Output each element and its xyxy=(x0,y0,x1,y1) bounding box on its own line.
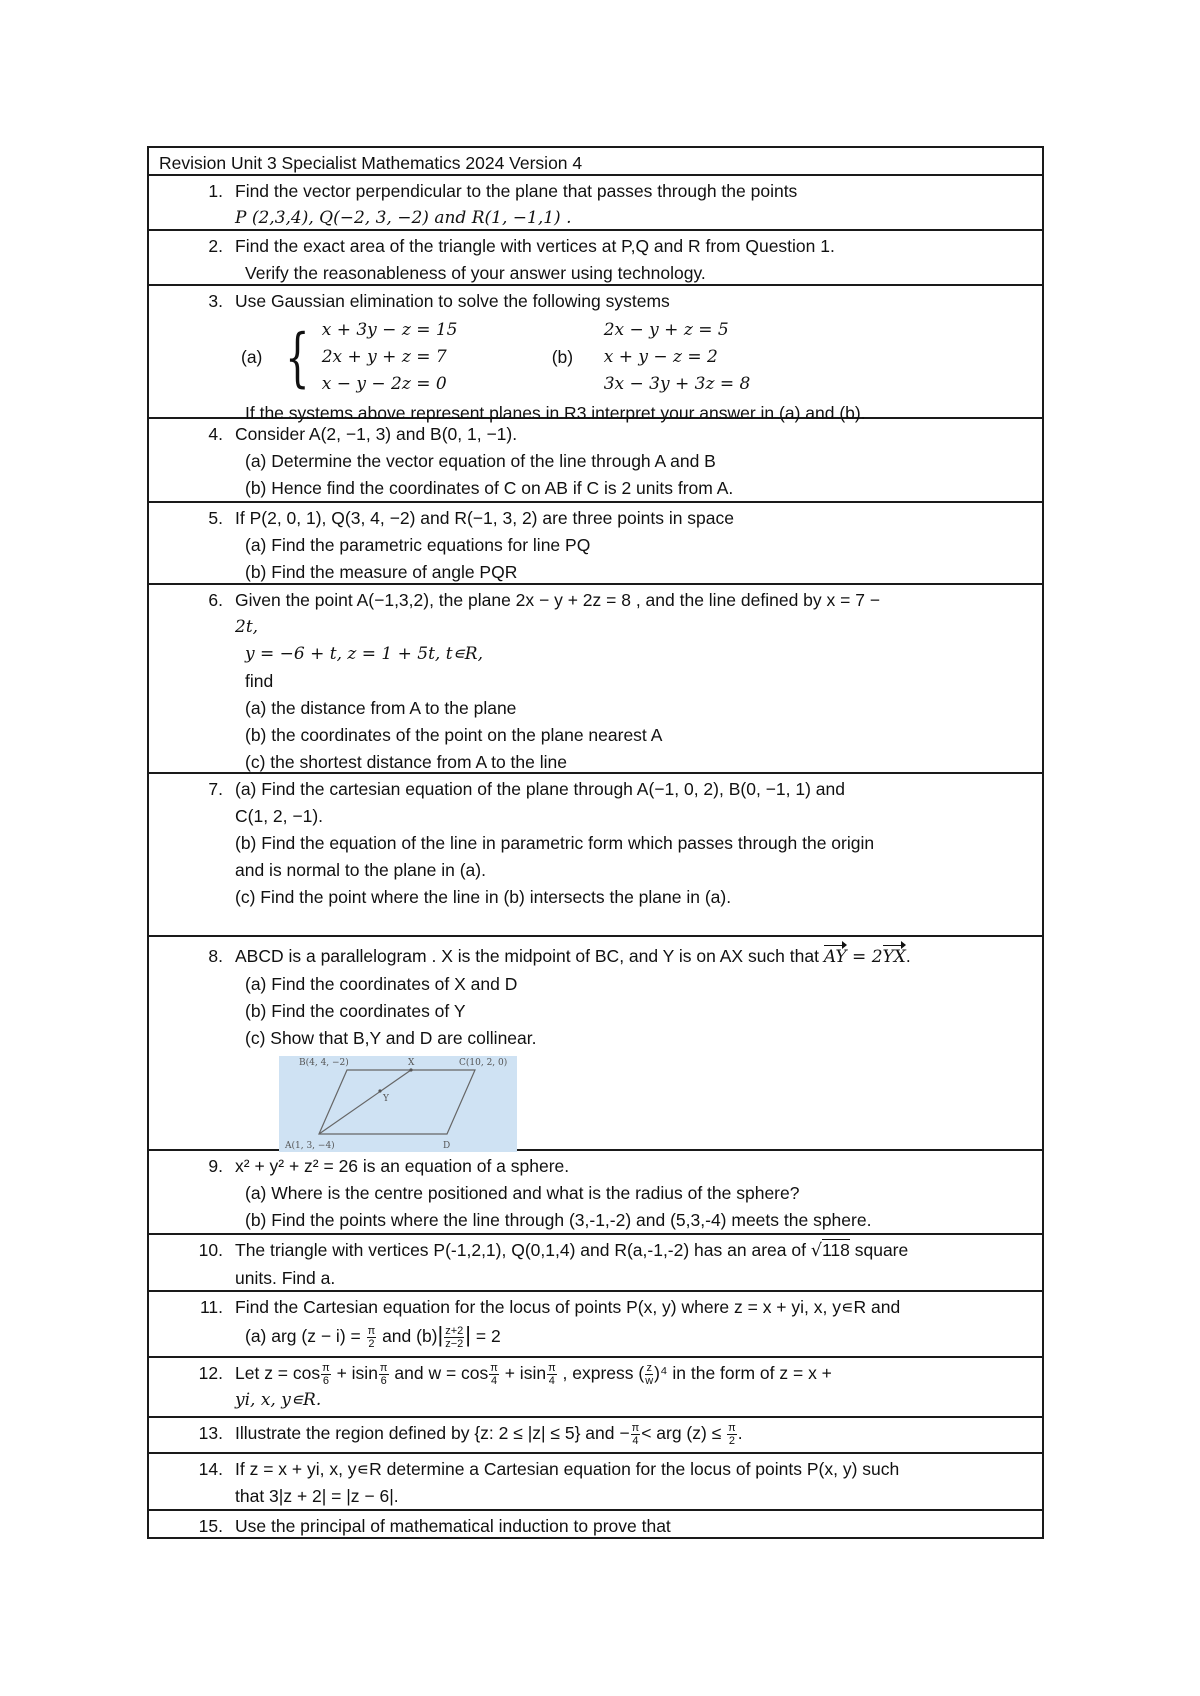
frac-top: π xyxy=(728,1421,736,1434)
question-6-part-a: (a) the distance from A to the plane xyxy=(245,698,517,718)
question-10-line-2: units. Find a. xyxy=(235,1268,336,1288)
label-x: X xyxy=(408,1058,415,1068)
question-6-line-2: 2t, xyxy=(235,617,259,637)
system-a-eq-3: x − y − 2z = 0 xyxy=(321,374,447,394)
frac-bottom: 2 xyxy=(368,1337,375,1350)
question-4-part-a: (a) Determine the vector equation of the line through A and B xyxy=(245,451,716,471)
question-7-line-2: C(1, 2, −1). xyxy=(235,806,324,826)
question-9-text: x² + y² + z² = 26 is an equation of a sphere. xyxy=(235,1156,570,1176)
question-number: 12. xyxy=(198,1363,223,1383)
system-a-equations xyxy=(322,317,552,398)
question-12-line-1 xyxy=(235,1360,1034,1387)
frac-top: π xyxy=(367,1324,376,1337)
question-8-part-b: (b) Find the coordinates of Y xyxy=(245,1001,466,1021)
fraction xyxy=(727,1422,737,1447)
sheet-title xyxy=(149,148,1042,176)
question-6-find: find xyxy=(245,671,274,691)
question-9-part-a: (a) Where is the centre positioned and what is the radius of the sphere? xyxy=(245,1183,800,1203)
vector-equals: = 2 xyxy=(846,947,883,967)
frac-top: π xyxy=(548,1361,556,1374)
question-13 xyxy=(149,1418,1042,1454)
question-5-part-a: (a) Find the parametric equations for line PQ xyxy=(245,535,591,555)
frac-bottom: 6 xyxy=(380,1374,387,1387)
question-number: 9. xyxy=(208,1156,223,1176)
question-5-text: If P(2, 0, 1), Q(3, 4, −2) and R(−1, 3, 2) are three points in space xyxy=(235,508,735,528)
question-7-line-5: (c) Find the point where the line in (b) intersects the plane in (a). xyxy=(235,887,732,907)
frac-top: π xyxy=(631,1421,640,1434)
question-12-line-2: yi, x, y∊R. xyxy=(235,1390,322,1410)
question-10 xyxy=(149,1235,1042,1292)
question-2-verify: Verify the reasonableness of your answer using technology. xyxy=(245,263,706,283)
question-4-text: Consider A(2, −1, 3) and B(0, 1, −1). xyxy=(235,424,518,444)
question-number: 1. xyxy=(208,181,223,201)
question-14 xyxy=(149,1454,1042,1511)
question-11-part-a: (a) arg (z − i) = xyxy=(245,1326,366,1346)
q12-text-3: and w = cos xyxy=(389,1363,489,1383)
fraction-pi-over-2 xyxy=(367,1325,377,1350)
label-y: Y xyxy=(383,1094,389,1104)
frac-bottom: 2 xyxy=(728,1434,736,1447)
frac-bottom: 4 xyxy=(632,1434,639,1447)
fraction xyxy=(645,1362,653,1387)
question-11-line-2 xyxy=(235,1321,1034,1350)
sheet-title-text: Revision Unit 3 Specialist Mathematics 2024 Version 4 xyxy=(159,153,583,173)
question-1 xyxy=(149,176,1042,231)
revision-sheet-table xyxy=(147,146,1044,1539)
question-6-line-1: Given the point A(−1,3,2), the plane 2x − y + 2z = 8 , and the line defined by x = 7 − xyxy=(235,590,881,610)
question-number: 4. xyxy=(208,424,223,444)
label-c: C(10, 2, 0) xyxy=(459,1058,508,1068)
question-8-part-a: (a) Find the coordinates of X and D xyxy=(245,974,518,994)
q12-text-6: )⁴ in the form of z = x + xyxy=(654,1363,832,1383)
system-a-brace: { xyxy=(285,320,310,395)
question-10-line-1 xyxy=(235,1237,1034,1265)
question-number: 3. xyxy=(208,291,223,311)
question-number: 6. xyxy=(208,590,223,610)
question-number: 11. xyxy=(199,1297,223,1317)
vector-yx: YX xyxy=(883,944,906,971)
frac-top: z xyxy=(646,1361,652,1374)
question-3-note: If the systems above represent planes in R3 interpret your answer in (a) and (b). xyxy=(245,403,866,423)
frac-top: z+2 xyxy=(445,1324,464,1337)
question-3-text: Use Gaussian elimination to solve the following systems xyxy=(235,291,670,311)
question-15 xyxy=(149,1511,1042,1539)
vector-ay: AY xyxy=(824,944,847,971)
label-b: B(4, 4, −2) xyxy=(299,1058,349,1068)
q13-text-2: < arg (z) ≤ xyxy=(641,1423,727,1443)
frac-top: π xyxy=(490,1361,498,1374)
question-11-equals: = 2 xyxy=(475,1326,501,1346)
question-2 xyxy=(149,231,1042,286)
question-1-points: P (2,3,4), Q(−2, 3, −2) and R(1, −1,1) . xyxy=(235,208,572,228)
question-1-text: Find the vector perpendicular to the plane that passes through the points xyxy=(235,181,798,201)
question-2-text: Find the exact area of the triangle with vertices at P,Q and R from Question 1. xyxy=(235,236,835,256)
parallelogram-diagram xyxy=(279,1056,517,1152)
question-8 xyxy=(149,937,1042,1151)
system-a-eq-1: x + 3y − z = 15 xyxy=(321,320,458,340)
question-4-part-b: (b) Hence find the coordinates of C on AB if C is 2 units from A. xyxy=(245,478,734,498)
question-6 xyxy=(149,585,1042,774)
sqrt-symbol: √ xyxy=(810,1241,822,1261)
parallelogram-figure xyxy=(279,1056,517,1152)
point-y xyxy=(378,1089,381,1092)
question-11-part-b-label: and (b) xyxy=(382,1326,438,1346)
question-7 xyxy=(149,774,1042,937)
system-b-eq-1: 2x − y + z = 5 xyxy=(603,320,729,340)
fraction xyxy=(379,1362,389,1387)
frac-top: π xyxy=(322,1361,330,1374)
question-14-line-2: that 3|z + 2| = |z − 6|. xyxy=(235,1486,399,1506)
question-number: 10. xyxy=(198,1240,223,1260)
frac-bottom: w xyxy=(645,1374,654,1387)
system-b-label: (b) xyxy=(551,347,574,367)
question-4 xyxy=(149,419,1042,503)
question-5-part-b: (b) Find the measure of angle PQR xyxy=(245,562,518,582)
question-number: 8. xyxy=(208,946,223,966)
question-8-period: . xyxy=(905,946,911,966)
system-a-label: (a) xyxy=(241,347,263,367)
system-b-eq-3: 3x − 3y + 3z = 8 xyxy=(603,374,751,394)
question-10-text: The triangle with vertices P(-1,2,1), Q(0,1,4) and R(a,-1,-2) has an area of xyxy=(235,1240,811,1260)
q12-text-4: + isin xyxy=(499,1363,547,1383)
question-9 xyxy=(149,1151,1042,1235)
fraction xyxy=(489,1362,499,1387)
question-3-systems xyxy=(235,317,1034,398)
q12-text-1: Let z = cos xyxy=(235,1363,321,1383)
system-b-equations xyxy=(604,317,834,398)
frac-bottom: z−2 xyxy=(445,1337,464,1350)
system-b-eq-2: x + y − z = 2 xyxy=(603,347,718,367)
question-5 xyxy=(149,503,1042,585)
question-3 xyxy=(149,286,1042,423)
fraction xyxy=(547,1362,557,1387)
question-11 xyxy=(149,1292,1042,1358)
label-d: D xyxy=(443,1141,451,1151)
frac-bottom: 4 xyxy=(491,1374,498,1387)
question-number: 5. xyxy=(208,508,223,528)
question-number: 2. xyxy=(208,236,223,256)
q13-text-3: . xyxy=(737,1423,743,1443)
question-15-text: Use the principal of mathematical induction to prove that xyxy=(235,1516,671,1536)
question-7-line-1: (a) Find the cartesian equation of the plane through A(−1, 0, 2), B(0, −1, 1) and xyxy=(235,779,845,799)
fraction-z-ratio xyxy=(444,1325,464,1350)
point-x xyxy=(409,1068,412,1071)
question-7-line-3: (b) Find the equation of the line in parametric form which passes through the origin xyxy=(235,833,875,853)
frac-bottom: 4 xyxy=(548,1374,555,1387)
question-8-part-c: (c) Show that B,Y and D are collinear. xyxy=(245,1028,537,1048)
fraction xyxy=(631,1422,641,1447)
frac-bottom: 6 xyxy=(322,1374,329,1387)
question-number: 15. xyxy=(198,1516,223,1536)
question-11-line-1: Find the Cartesian equation for the locus of points P(x, y) where z = x + yi, x, y∊R and xyxy=(235,1297,901,1317)
frac-top: π xyxy=(379,1361,388,1374)
question-10-square: square xyxy=(849,1240,909,1260)
question-6-part-c: (c) the shortest distance from A to the line xyxy=(245,752,567,772)
question-12 xyxy=(149,1358,1042,1418)
question-7-line-4: and is normal to the plane in (a). xyxy=(235,860,486,880)
q13-text-1: Illustrate the region defined by {z: 2 ≤ |z| ≤ 5} and − xyxy=(235,1423,630,1443)
question-8-statement: ABCD is a parallelogram . X is the midpoint of BC, and Y is on AX such that xyxy=(235,946,819,966)
abs-bar-right: | xyxy=(465,1322,471,1347)
question-number: 14. xyxy=(198,1459,223,1479)
label-a: A(1, 3, −4) xyxy=(285,1141,335,1151)
q12-text-2: + isin xyxy=(331,1363,378,1383)
system-a-eq-2: 2x + y + z = 7 xyxy=(321,347,447,367)
fraction xyxy=(321,1362,331,1387)
question-6-part-b: (b) the coordinates of the point on the plane nearest A xyxy=(245,725,663,745)
sqrt-value: 118 xyxy=(821,1240,850,1260)
question-8-text xyxy=(235,943,1034,971)
abs-bar-left: | xyxy=(437,1322,444,1347)
question-14-line-1: If z = x + yi, x, y∊R determine a Cartesian equation for the locus of points P(x, y) such xyxy=(235,1459,900,1479)
question-number: 13. xyxy=(198,1423,223,1443)
question-6-line-3: y = −6 + t, z = 1 + 5t, t∊R, xyxy=(245,644,483,664)
question-9-part-b: (b) Find the points where the line through (3,-1,-2) and (5,3,-4) meets the sphere. xyxy=(245,1210,872,1230)
q12-text-5: , express ( xyxy=(557,1363,645,1383)
question-number: 7. xyxy=(208,779,223,799)
